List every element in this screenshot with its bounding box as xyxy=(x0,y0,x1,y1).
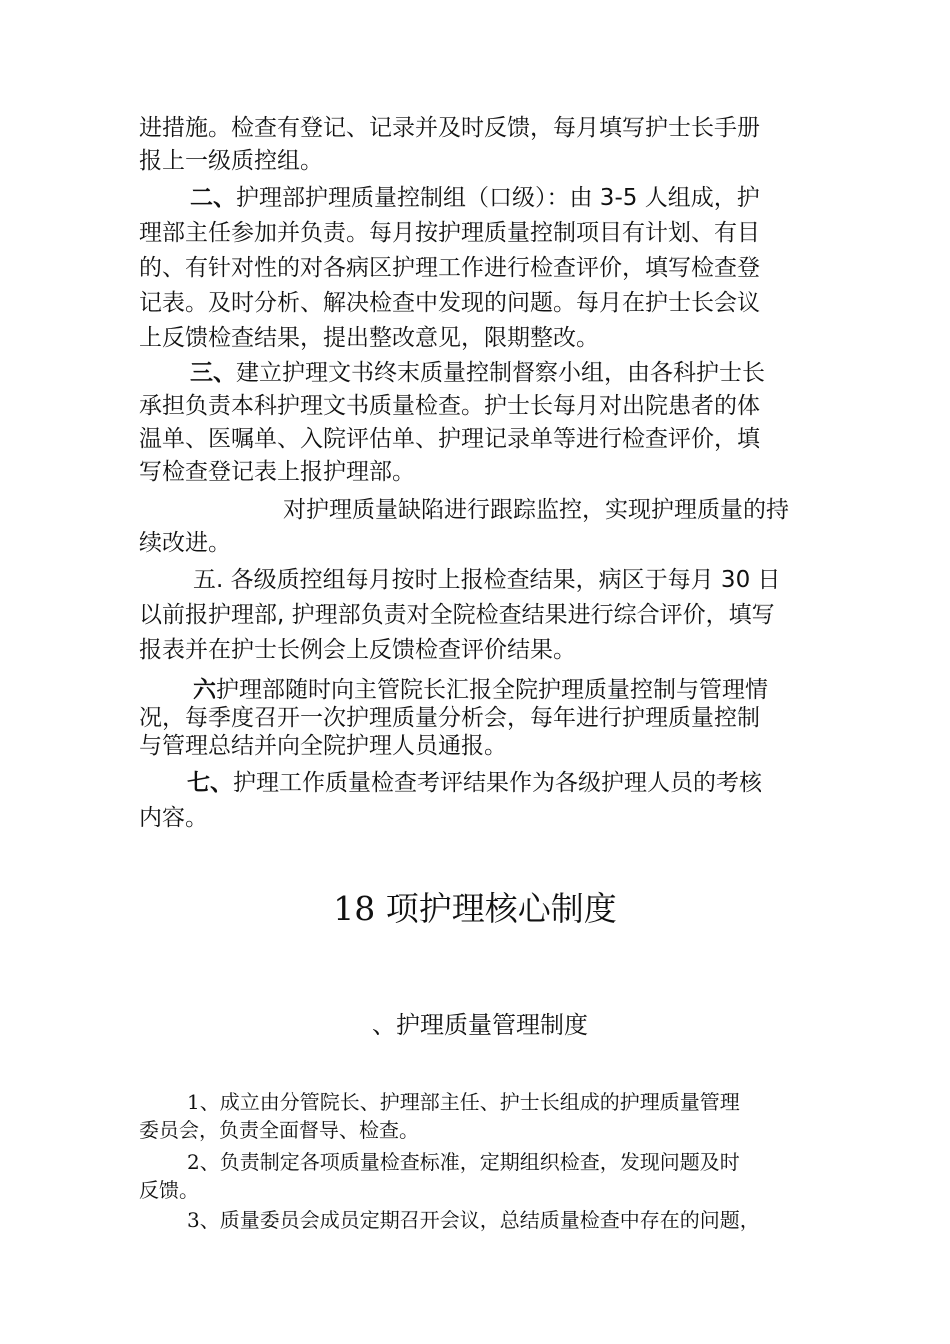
paragraph-line: 上反馈检查结果，提出整改意见，限期整改。 xyxy=(139,325,599,351)
paragraph-line: 记表。及时分析、解决检查中发现的问题。每月在护士长会议 xyxy=(139,290,760,316)
paragraph-line: 对护理质量缺陷进行跟踪监控，实现护理质量的持 xyxy=(283,497,789,523)
list-item-line: 反馈。 xyxy=(139,1178,199,1202)
paragraph-line: 进措施。检查有登记、记录并及时反馈，每月填写护士长手册 xyxy=(139,115,760,141)
paragraph-line: 以前报护理部, 护理部负责对全院检查结果进行综合评价，填写 xyxy=(139,602,775,628)
paragraph-line: 六护理部随时向主管院长汇报全院护理质量控制与管理情 xyxy=(193,677,768,703)
paragraph-line: 二、护理部护理质量控制组（口级）：由 3-5 人组成，护 xyxy=(190,185,760,211)
paragraph-line: 温单、医嘱单、入院评估单、护理记录单等进行检查评价，填 xyxy=(139,426,760,452)
paragraph-line: 续改进。 xyxy=(139,530,231,556)
list-item-line: 委员会，负责全面督导、检查。 xyxy=(139,1118,419,1142)
paragraph-line: 内容。 xyxy=(139,805,208,831)
paragraph-line: 承担负责本科护理文书质量检查。护士长每月对出院患者的体 xyxy=(139,393,760,419)
list-item-line: 3、质量委员会成员定期召开会议，总结质量检查中存在的问题， xyxy=(187,1208,760,1232)
list-item-line: 2、负责制定各项质量检查标准，定期组织检查，发现问题及时 xyxy=(187,1150,740,1174)
section-number: 二、 xyxy=(190,185,236,211)
paragraph-line: 理部主任参加并负责。每月按护理质量控制项目有计划、有目 xyxy=(139,220,760,246)
paragraph-line: 报表并在护士长例会上反馈检查评价结果。 xyxy=(139,637,576,663)
paragraph-line: 七、护理工作质量检查考评结果作为各级护理人员的考核 xyxy=(187,770,762,796)
section-number: 七、 xyxy=(187,770,233,796)
section-heading: 、护理质量管理制度 xyxy=(372,1011,588,1039)
document-title: 18 项护理核心制度 xyxy=(333,889,617,928)
list-item-line: 1、成立由分管院长、护理部主任、护士长组成的护理质量管理 xyxy=(187,1090,740,1114)
paragraph-line: 况，每季度召开一次护理质量分析会，每年进行护理质量控制 xyxy=(139,705,760,731)
paragraph-line: 的、有针对性的对各病区护理工作进行检查评价，填写检查登 xyxy=(139,255,760,281)
paragraph-line: 五. 各级质控组每月按时上报检查结果，病区于每月 30 日 xyxy=(193,567,781,593)
paragraph-line: 与管理总结并向全院护理人员通报。 xyxy=(139,733,507,759)
section-number: 三、 xyxy=(190,360,236,386)
section-number: 六 xyxy=(193,677,216,703)
paragraph-line: 三、建立护理文书终末质量控制督察小组，由各科护士长 xyxy=(190,360,765,386)
paragraph-line: 写检查登记表上报护理部。 xyxy=(139,459,415,485)
paragraph-line: 报上一级质控组。 xyxy=(139,148,323,174)
